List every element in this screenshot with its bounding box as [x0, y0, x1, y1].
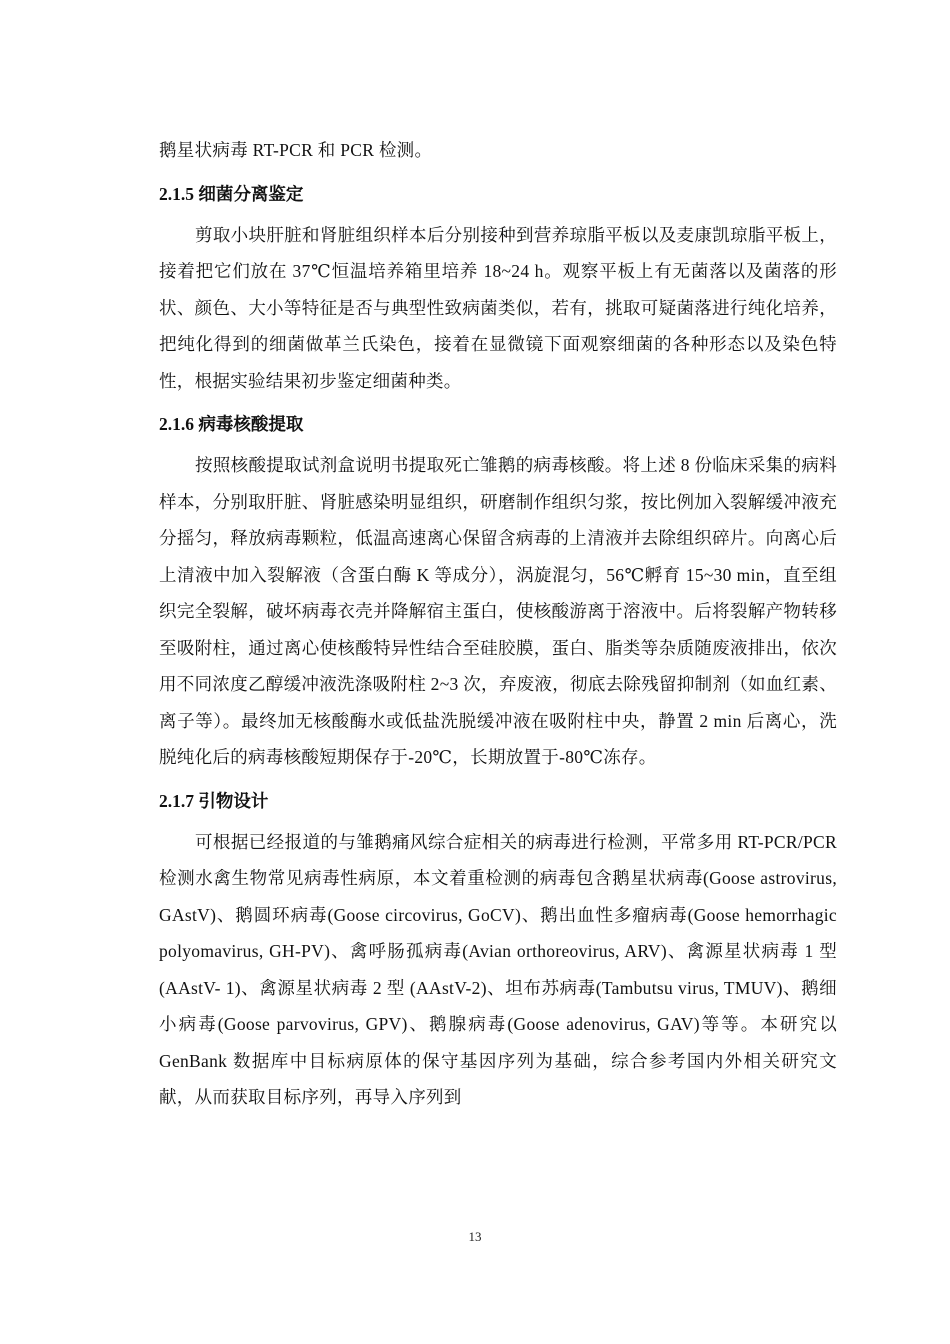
section-body-2-1-7: 可根据已经报道的与雏鹅痛风综合症相关的病毒进行检测，平常多用 RT-PCR/PCR 检测水禽生物常见病毒性病原，本文着重检测的病毒包含鹅星状病毒(Goose astrovirus, GAstV)、鹅圆环病毒(Goose circovirus, GoCV)、鹅出血性多瘤病毒(Goose hemorrhagic polyomavirus, GH-PV)、禽呼肠孤病毒(Avian orthoreovirus, ARV)、禽源星状病毒 1 型(AAstV- 1)、禽源星状病毒 2 型 (AAstV-2)、坦布苏病毒(Tambutsu virus, TMUV)、鹅细小病毒(Goose parvovirus, GPV)、鹅腺病毒(Goose adenovirus, GAV)等等。本研究以 GenBank 数据库中目标病原体的保守基因序列为基础，综合参考国内外相关研究文献，从而获取目标序列，再导入序列到: [159, 831, 837, 1107]
section-heading-2-1-6: 2.1.6 病毒核酸提取: [159, 414, 304, 434]
section-heading-2-1-5: 2.1.5 细菌分离鉴定: [159, 183, 304, 204]
continuation-paragraph: 鹅星状病毒 RT-PCR 和 PCR 检测。: [159, 140, 433, 160]
page-content: [159, 132, 837, 1116]
section-heading-2-1-7: 2.1.7 引物设计: [159, 790, 269, 811]
section-body-2-1-6: 按照核酸提取试剂盒说明书提取死亡雏鹅的病毒核酸。将上述 8 份临床采集的病料样本，分别取肝脏、肾脏感染明显组织，研磨制作组织匀浆，按比例加入裂解缓冲液充分摇匀，释放病毒颗粒，低温高速离心保留含病毒的上清液并去除组织碎片。向离心后上清液中加入裂解液（含蛋白酶 K 等成分），涡旋混匀，56℃孵育 15~30 min，直至组织完全裂解，破坏病毒衣壳并降解宿主蛋白，使核酸游离于溶液中。后将裂解产物转移至吸附柱，通过离心使核酸特异性结合至硅胶膜，蛋白、脂类等杂质随废液排出，依次用不同浓度乙醇缓冲液洗涤吸附柱 2~3 次，弃废液，彻底去除残留抑制剂（如血红素、离子等）。最终加无核酸酶水或低盐洗脱缓冲液在吸附柱中央，静置 2 min 后离心，洗脱纯化后的病毒核酸短期保存于-20℃，长期放置于-80℃冻存。: [159, 455, 838, 767]
section-body-2-1-5: 剪取小块肝脏和肾脏组织样本后分别接种到营养琼脂平板以及麦康凯琼脂平板上，接着把它们放在 37℃恒温培养箱里培养 18~24 h。观察平板上有无菌落以及菌落的形状、颜色、大小等特征是否与典型性致病菌类似，若有，挑取可疑菌落进行纯化培养，把纯化得到的细菌做革兰氏染色，接着在显微镜下面观察细菌的各种形态以及染色特性，根据实验结果初步鉴定细菌种类。: [159, 224, 837, 391]
page-number: 13: [468, 1229, 482, 1244]
